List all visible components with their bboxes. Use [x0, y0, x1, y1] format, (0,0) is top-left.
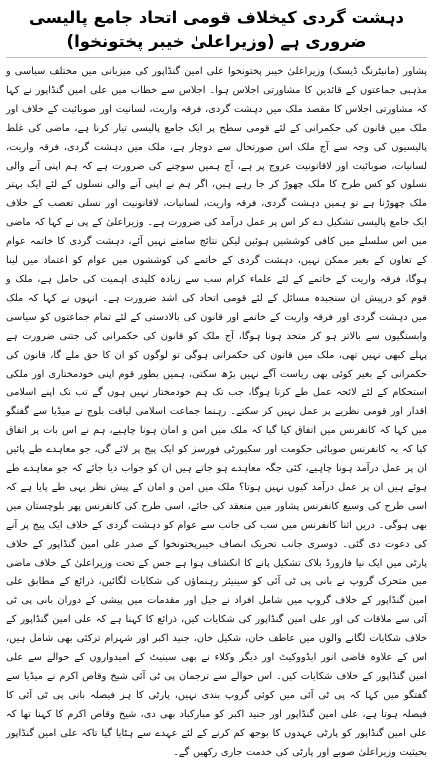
article-body-text: پشاور (مانیٹرنگ ڈیسک) وزیراعلیٰ خیبر پختونخوا علی امین گنڈاپور کی میزبانی میں مختلف سیاسی و مذہبی جماعتوں کے قائدین کا مشاورتی اجلاس ہوا۔ اجلاس سے خطاب میں علی امین گنڈاپور نے کہا کہ مشاورتی اجلاس کا مقصد ملک میں دہشت گردی، فرقہ واریت، لسانیت اور صوبائیت کے خلاف اور ملک میں قانون کی حکمرانی کے لئے قومی سطح پر ایک جامع پالیسی تیار کرنا ہے، ماضی کی غلط پالیسیوں کی وجہ سے آج ملک اس صورتحال سے دوچار ہے، ملک میں دہشت گردی، فرقہ واریت، لسانیات، صوبائیت اور لاقانونیت عروج پر ہے، آج ہمیں سوچنے کی ضرورت ہے کہ ہم اپنی آنے والی نسلوں کو کس طرح کا ملک چھوڑ کر جا رہے ہیں، اگر ہم نے اپنی آنے والی نسلوں کے لئے ایک بہتر ملک چھوڑنا ہے تو ہمیں دہشت گردی، فرقہ واریت، لسانیات، لاقانونیت اور نسلی تعصب کے خلاف ایک جامع پالیسی تشکیل دے کر اس پر عمل درآمد کی ضرورت ہے۔ وزیراعلیٰ کے پی نے کہا کہ ماضی میں اس سلسلے میں کافی کوششیں ہوئیں لیکن نتائج سامنے نہیں آئے، دہشت گردی کا خاتمہ عوام کے تعاون کے بغیر ممکن نہیں، دہشت گردی کے خاتمے کی کوششوں میں عوام کو اعتماد میں لینا ہوگا، فرقہ واریت کے خاتمے کے لئے علماء کرام سب سے زیادہ کلیدی اہمیت کی حامل ہے، ملک و قوم کو درپیش ان سنجیدہ مسائل کے لئے قومی اتحاد کی اشد ضرورت ہے۔ انہوں نے کہا کہ ملک میں دہشت گردی اور فرقہ واریت کے خاتمے اور قانون کی بالادستی کے لئے تمام جماعتوں کو سیاسی وابستگیوں سے بالاتر ہو کر متحد ہونا ہوگا، آج ملک کو قانون کی حکمرانی کی جتنی ضرورت ہے پہلے کبھی نہیں تھی، ملک میں قانون کی حکمرانی ہوگی تو لوگوں کو ان کا حق ملے گا، قانون کی حکمرانی کے بغیر کوئی بھی ریاست آگے نہیں بڑھ سکتی، ہمیں بطور قوم اپنی خودمختاری اور ملکی استحکام کے لئے لائحہ عمل طے کرنا ہوگا، جب تک ہم خودمختار نہیں ہوں گے تب تک اپنے اسلامی اقدار اور قومی نظریے پر عمل نہیں کر سکتے۔ رہنما جماعت اسلامی لیاقت بلوچ نے میڈیا سے گفتگو میں کہا کہ کانفرنس میں اتفاق کیا گیا کہ ملک میں امن و امان ہونا چاہیے، ہم نے اس بات پر اتفاق کیا کہ یہ کانفرنس صوبائی حکومت اور سکیورٹی فورسز کو ایک پیج پر لائے گی، جو معاہدے طے پائیں ان پر عمل درآمد ہونا چاہیے، کئی جگہ معاہدے ہو جاتے ہیں ان کو جواب دیا جائے کہ جو معاہدے طے ہوئے ہیں ان پر عمل درآمد کیوں نہیں ہوتا؟ ملک میں امن و امان کے پیش نظر یہی طے پایا ہے کہ اسی طرح کی وسیع کانفرنس پشاور میں منعقد کی جائے، اسی طرح کی کانفرنس پھر بلوچستان میں بھی ہوگی۔ دریں اثنا کانفرنس میں سب کی جانب سے عوام کو دہشت گردی کے خلاف ایک پیج پر آنے کی دعوت دی گئی۔ دوسری جانب تحریک انصاف خیبرپختونخوا کے صدر علی امین گنڈاپور کے خلاف پارٹی میں ایک نیا فارورڈ بلاک تشکیل پانے کا انکشاف ہوا ہے جس کے تحت وزیراعلیٰ کے خلاف ماضی میں متحرک گروپ نے بانی پی ٹی آئی کو سینیئر رہنماؤں کی شکایات لگائیں، ذرائع کے مطابق علی امین گنڈاپور کے خلاف گروپ میں شامل افراد نے جیل اور مقدمات میں پیشی کے دوران بانی پی ٹی آئی سے ملاقات کی اور علی امین گنڈاپور کی شکایات کیں، ذرائع کا کہنا ہے کہ علی امین گنڈاپور کے خلاف شکایات لگانے والوں میں عاطف خان، شکیل خان، جنید اکبر اور شہرام ترکئی بھی شامل ہیں، اس کے علاوہ قاضی انور ایڈووکیٹ اور دیگر وکلاء نے بھی سینیٹ کے امیدواروں کے حوالے سے علی امین گنڈاپور کے خلاف شکایات کیں۔ اس حوالے سے ترجمان پی ٹی آئی شیخ وقاص اکرم نے میڈیا سے گفتگو میں کہا کہ پی ٹی آئی میں کوئی گروپ بندی نہیں، پارٹی کا ہر فیصلہ بانی پی ٹی آئی کا فیصلہ ہوتا ہے، علی امین گنڈاپور اور جنید اکبر کو مبارکباد بھی دی، شیخ وقاص اکرم کا کہنا تھا کہ علی امین گنڈاپور کو پارٹی عہدوں کا بوجھ کم کرنے کے لئے عہدے سے ہٹایا گیا تاکہ علی امین گنڈاپور بحیثیت وزیراعلیٰ صوبے اور پارٹی کی خدمت جاری رکھیں گے۔ — [6, 66, 427, 758]
article-headline: دہشت گردی کیخلاف قومی اتحاد جامع پالیسی ضروری ہے (وزیراعلیٰ خیبر پختونخوا) — [6, 6, 427, 58]
article-body — [6, 63, 427, 763]
